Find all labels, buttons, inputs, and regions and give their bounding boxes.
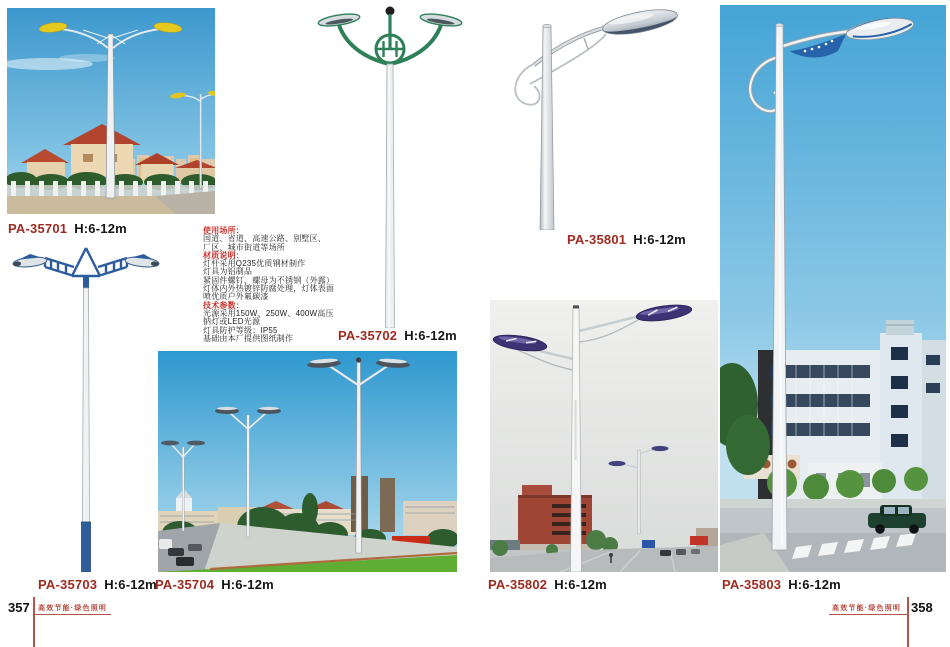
spec-text-block xyxy=(203,227,361,343)
product-spec: H:6-12m xyxy=(221,577,274,592)
material-line: 灯杆采用Q235优质钢材制作 xyxy=(203,259,306,269)
product-code: PA-35801 xyxy=(567,232,627,247)
product-code: PA-35702 xyxy=(338,328,398,343)
footer-underline-right xyxy=(829,614,907,615)
truss-arms xyxy=(45,248,127,276)
footer-slogan-right: 高效节能·绿色照明 xyxy=(832,605,902,612)
right-lamp-head xyxy=(125,252,160,268)
product-spec: H:6-12m xyxy=(404,328,457,343)
footer-underline-left xyxy=(33,614,111,615)
product-spec: H:6-12m xyxy=(633,232,686,247)
illustration-pa-35801 xyxy=(500,2,700,230)
product-code: PA-35802 xyxy=(488,577,548,592)
material-title: 材质说明： xyxy=(203,250,244,260)
label-pa-35803 xyxy=(722,577,841,592)
material-line: 灯体内外热镀锌防腐处理，灯体表面 xyxy=(203,284,335,294)
usage-title: 使用场所： xyxy=(203,226,244,235)
label-pa-35703 xyxy=(38,577,157,592)
left-lamp-head xyxy=(317,12,360,28)
avenue-lamps-scene xyxy=(158,351,457,572)
product-spec: H:6-12m xyxy=(554,577,607,592)
illustration-pa-35703 xyxy=(3,246,169,572)
right-lamp-head xyxy=(419,12,462,28)
product-spec: H:6-12m xyxy=(74,221,127,236)
left-lamp-head xyxy=(12,252,47,268)
single-curved-arm-lamp xyxy=(500,2,700,230)
lamp-head xyxy=(601,5,679,39)
material-line: 喷优质户外氟碳漆 xyxy=(203,292,269,302)
product-code: PA-35701 xyxy=(8,221,68,236)
product-spec: H:6-12m xyxy=(104,577,157,592)
footer-slogan-left: 高效节能·绿色照明 xyxy=(38,605,108,612)
product-spec: H:6-12m xyxy=(788,577,841,592)
material-line: 灯具为铝制品 xyxy=(203,267,253,277)
usage-line: 厂区、城市街道等场所 xyxy=(203,242,285,252)
material-line: 紧固件螺钉、螺母为不锈钢（外露） xyxy=(203,275,335,285)
photo-pa-35803 xyxy=(720,5,946,572)
tech-line: 基础由本厂提供图纸制作 xyxy=(203,333,294,343)
footer-divider-right xyxy=(907,597,909,647)
tech-line: 钠灯或LED光源 xyxy=(203,317,261,327)
street-scene-double-arm-lamp xyxy=(7,8,215,214)
tall-lamp-city-scene xyxy=(720,5,946,572)
label-pa-35801 xyxy=(567,232,686,247)
tech-title: 技术参数： xyxy=(203,300,244,310)
photo-pa-35704 xyxy=(158,351,457,572)
label-pa-35704 xyxy=(155,577,274,592)
product-code: PA-35803 xyxy=(722,577,782,592)
product-code: PA-35704 xyxy=(155,577,215,592)
label-pa-35701 xyxy=(8,221,127,236)
photo-pa-35701 xyxy=(7,8,215,214)
photo-pa-35802 xyxy=(490,300,718,572)
label-pa-35802 xyxy=(488,577,607,592)
street-lamp-overcast-scene xyxy=(490,300,718,572)
tech-line: 灯具防护等级：IP55 xyxy=(203,325,278,335)
footer-divider-left xyxy=(33,597,35,647)
usage-line: 国道、省道、高速公路、别墅区、 xyxy=(203,234,326,244)
tech-line: 光源采用150W、250W、400W高压 xyxy=(203,308,334,318)
blue-truss-double-lamp xyxy=(3,246,169,572)
product-code: PA-35703 xyxy=(38,577,98,592)
page-number-left: 357 xyxy=(8,600,30,615)
page-number-right: 358 xyxy=(911,600,933,615)
